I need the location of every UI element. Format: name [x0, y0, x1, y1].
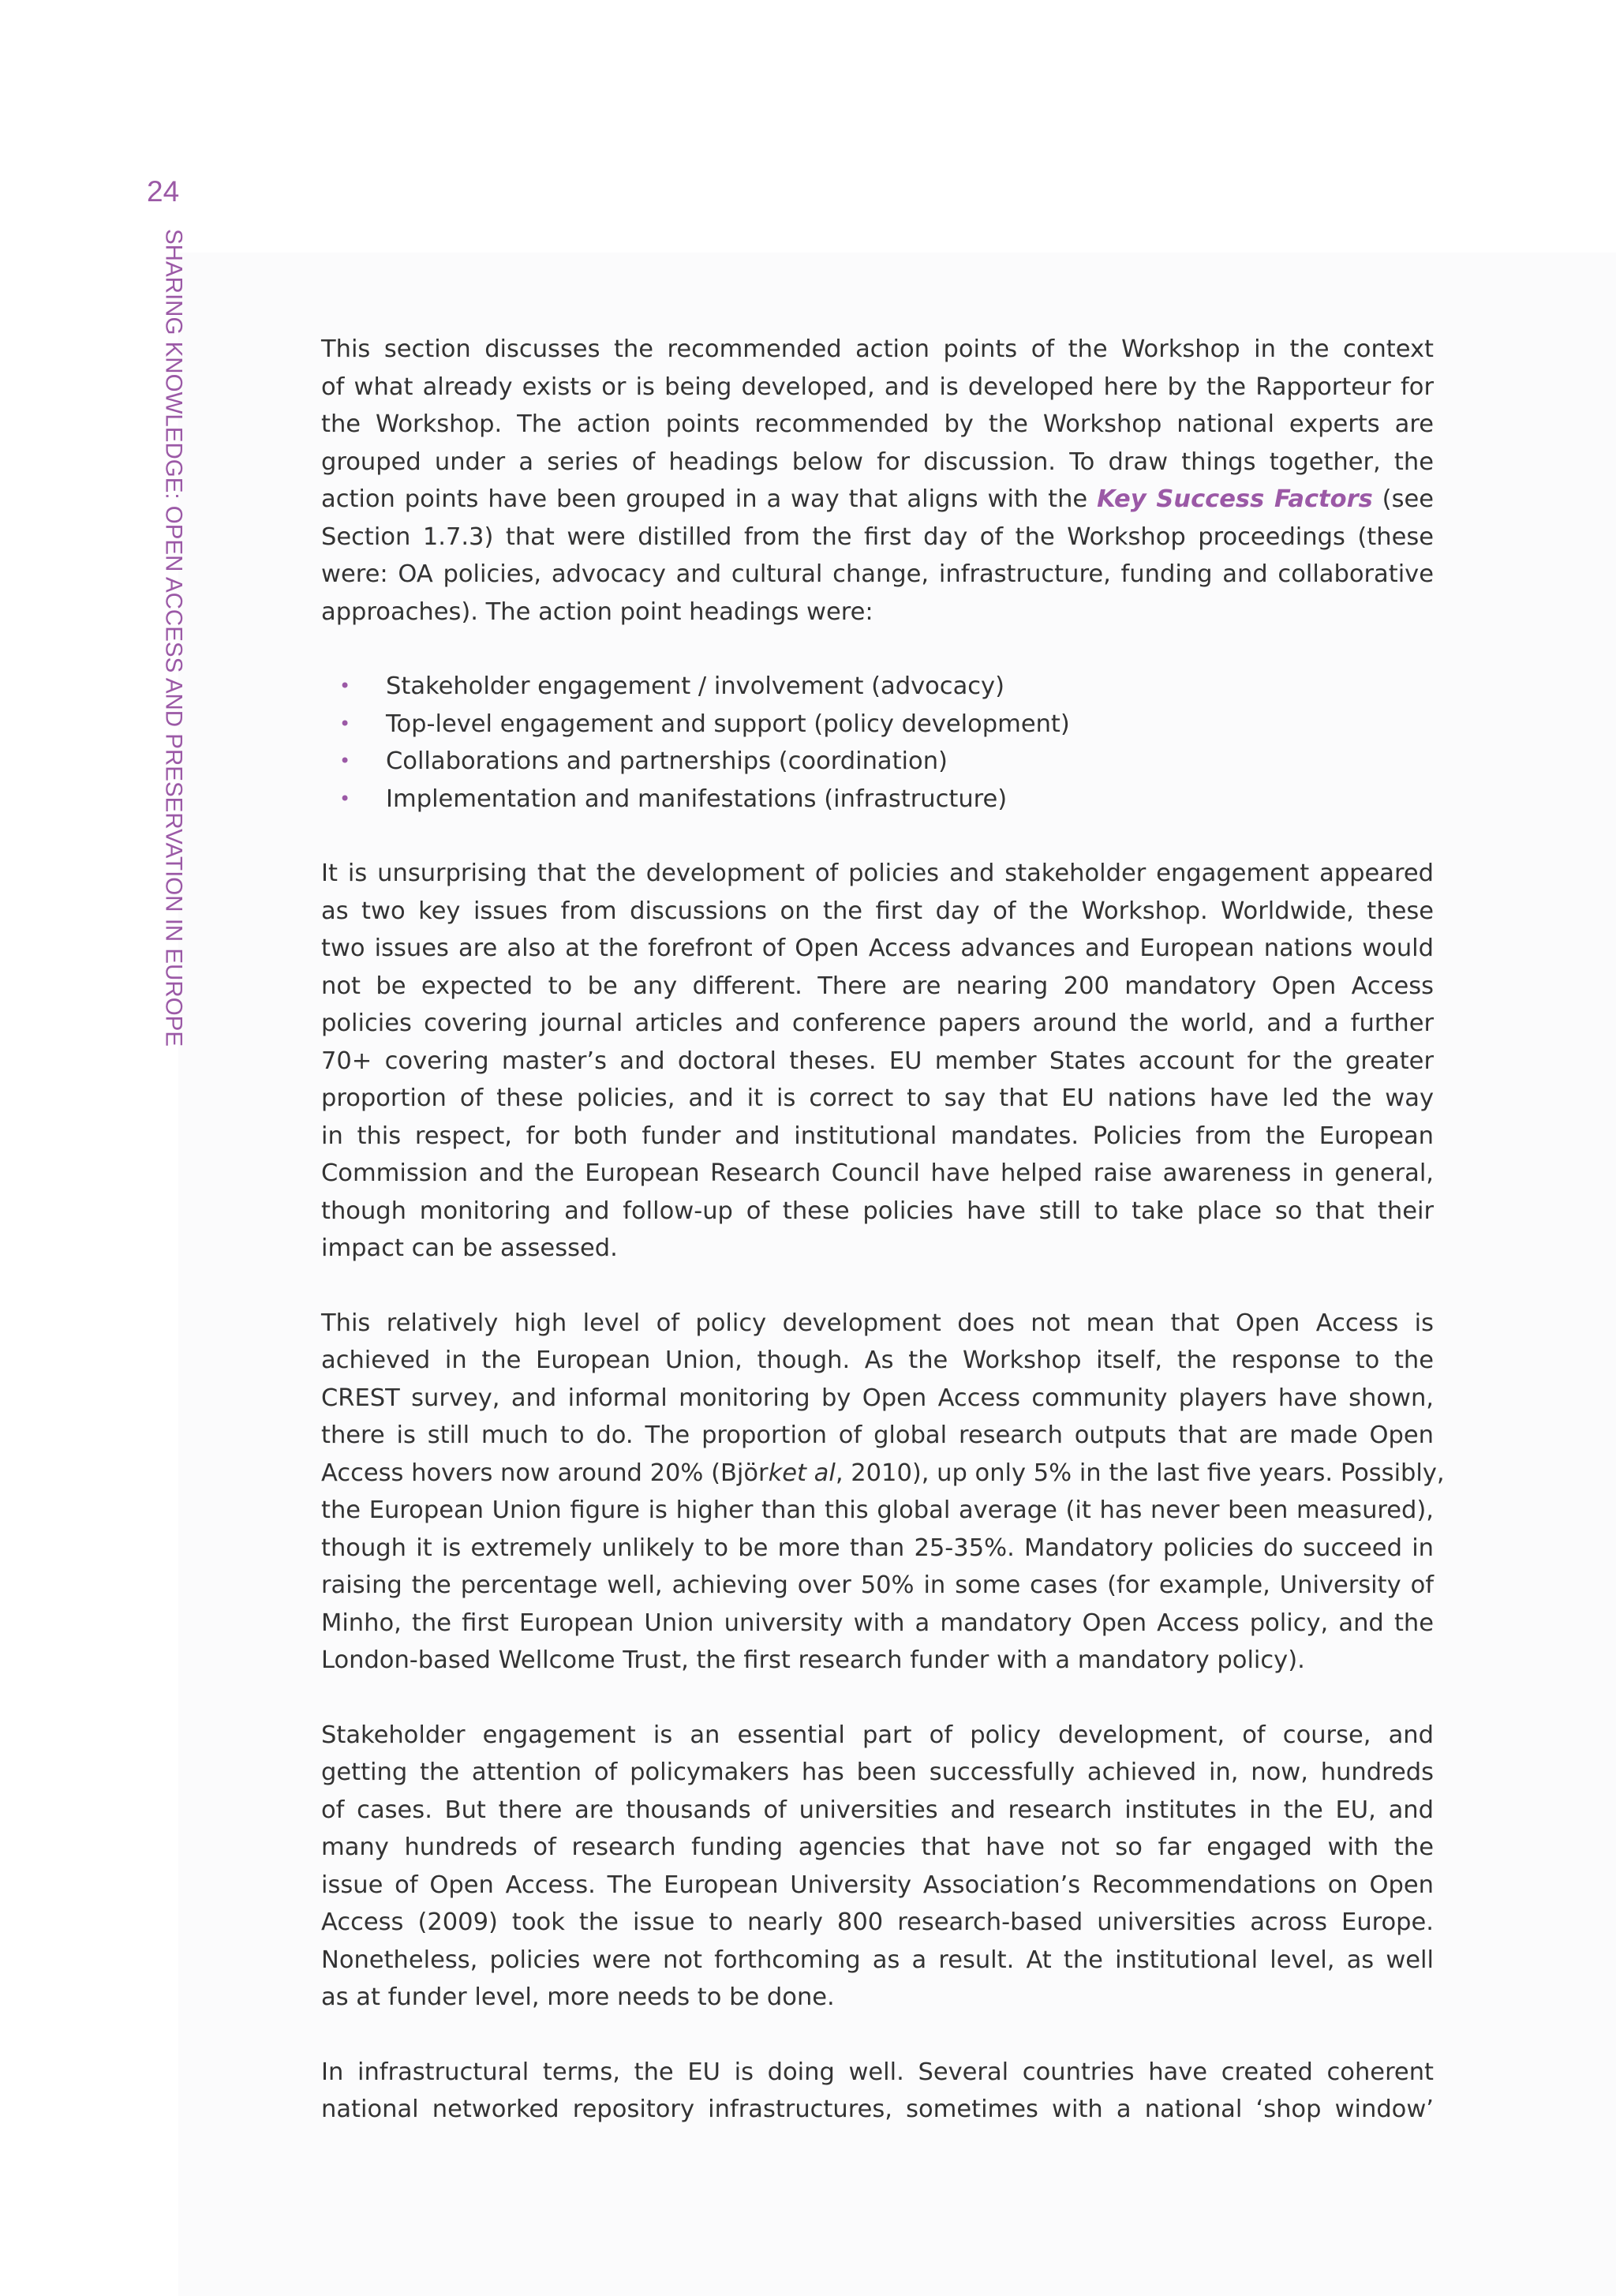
text-line: getting the attention of policymakers has been successfully achieved in, now, hundreds: [321, 1759, 1434, 1786]
text-line: Stakeholder engagement is an essential part of policy development, of course, and: [321, 1721, 1434, 1749]
text-line: the Workshop. The action points recommended by the Workshop national experts are: [321, 410, 1434, 438]
text-line: two issues are also at the forefront of Open Access advances and European nations would: [321, 935, 1434, 962]
list-item: [321, 781, 1434, 818]
text-line: issue of Open Access. The European University Association’s Recommendations on Open: [321, 1871, 1434, 1899]
text-line: Commission and the European Research Council have helped raise awareness in general,: [321, 1159, 1434, 1187]
text-line: of what already exists or is being developed, and is developed here by the Rapporteur for: [321, 373, 1434, 401]
text-line: It is unsurprising that the development of policies and stakeholder engagement appeared: [321, 860, 1434, 887]
text-line: proportion of these policies, and it is correct to say that EU nations have led the way: [321, 1084, 1434, 1112]
bullet-icon: •: [339, 712, 351, 735]
text-line: 70+ covering master’s and doctoral theses. EU member States account for the greater: [321, 1047, 1434, 1075]
text-line: there is still much to do. The proportion of global research outputs that are made Open: [321, 1421, 1434, 1449]
paragraph-open-access-levels: [321, 1305, 1445, 1680]
paragraph-stakeholder-engagement: [321, 1717, 1434, 2017]
text-line: CREST survey, and informal monitoring by Open Access community players have shown,: [321, 1384, 1434, 1412]
list-item: [321, 706, 1434, 743]
bullet-icon: •: [339, 787, 351, 810]
text-line: achieved in the European Union, though. As the Workshop itself, the response to the: [321, 1347, 1434, 1374]
text-line: raising the percentage well, achieving over 50% in some cases (for example, University of: [321, 1571, 1434, 1599]
paragraph-infrastructure: [321, 2054, 1434, 2129]
bullet-icon: •: [339, 750, 351, 772]
text-line: of cases. But there are thousands of universities and research institutes in the EU, and: [321, 1796, 1434, 1824]
text-fragment: , 2010), up only 5% in the last five years. Possibly,: [835, 1459, 1445, 1487]
list-item-label: Top-level engagement and support (policy development): [386, 710, 1070, 738]
paragraph-policies: [321, 855, 1434, 1268]
text-line: not be expected to be any different. There are nearing 200 mandatory Open Access: [321, 972, 1434, 1000]
text-line: Minho, the first European Union university with a mandatory Open Access policy, and the: [321, 1609, 1434, 1637]
text-line: Nonetheless, policies were not forthcoming as a result. At the institutional level, as well: [321, 1946, 1434, 1974]
bullet-icon: •: [339, 675, 351, 697]
text-fragment: (see: [1372, 485, 1434, 513]
list-item: [321, 668, 1434, 706]
text-fragment: action points have been grouped in a way that aligns with the: [321, 485, 1098, 513]
page-number: 24: [147, 175, 180, 208]
running-title: SHARING KNOWLEDGE: OPEN ACCESS AND PRESERVATION IN EUROPE: [160, 229, 187, 1047]
text-line: as two key issues from discussions on the first day of the Workshop. Worldwide, these: [321, 897, 1434, 925]
action-point-headings-list: [321, 668, 1434, 818]
text-line: though monitoring and follow-up of these policies have still to take place so that their: [321, 1197, 1434, 1225]
text-line: grouped under a series of headings below for discussion. To draw things together, the: [321, 448, 1434, 476]
text-fragment: Access hovers now around 20% (Björ: [321, 1459, 769, 1487]
text-line: Section 1.7.3) that were distilled from the first day of the Workshop proceedings (these: [321, 522, 1434, 551]
key-success-factors-highlight: Key Success Factors: [1097, 485, 1373, 513]
list-item-label: Implementation and manifestations (infrastructure): [386, 785, 1008, 813]
text-line: Access (2009) took the issue to nearly 800 research-based universities across Europe.: [321, 1908, 1434, 1936]
text-line: In infrastructural terms, the EU is doing well. Several countries have created coherent: [321, 2058, 1434, 2086]
text-line: approaches). The action point headings were:: [321, 597, 873, 626]
text-line: as at funder level, more needs to be done.: [321, 1983, 835, 2011]
text-line: [321, 1455, 1445, 1493]
body-text: [321, 331, 1445, 2166]
list-item-label: Stakeholder engagement / involvement (advocacy): [386, 672, 1004, 700]
list-item-label: Collaborations and partnerships (coordination): [386, 747, 948, 775]
text-line: were: OA policies, advocacy and cultural change, infrastructure, funding and collaborative: [321, 560, 1434, 588]
text-line: This section discusses the recommended action points of the Workshop in the context: [321, 335, 1434, 363]
text-line: national networked repository infrastructures, sometimes with a national ‘shop window’: [321, 2096, 1434, 2123]
citation-italic: ket al: [768, 1459, 836, 1487]
paragraph-intro: [321, 331, 1434, 631]
text-line: many hundreds of research funding agencies that have not so far engaged with the: [321, 1833, 1434, 1861]
text-line: [321, 481, 1434, 519]
text-line: in this respect, for both funder and institutional mandates. Policies from the European: [321, 1122, 1434, 1150]
text-line: This relatively high level of policy development does not mean that Open Access is: [321, 1309, 1434, 1337]
list-item: [321, 743, 1434, 781]
text-line: though it is extremely unlikely to be more than 25-35%. Mandatory policies do succeed in: [321, 1534, 1434, 1562]
text-line: impact can be assessed.: [321, 1234, 618, 1262]
text-line: the European Union figure is higher than this global average (it has never been measured),: [321, 1496, 1434, 1524]
text-line: London-based Wellcome Trust, the first research funder with a mandatory policy).: [321, 1646, 1305, 1674]
text-line: policies covering journal articles and conference papers around the world, and a further: [321, 1009, 1434, 1037]
